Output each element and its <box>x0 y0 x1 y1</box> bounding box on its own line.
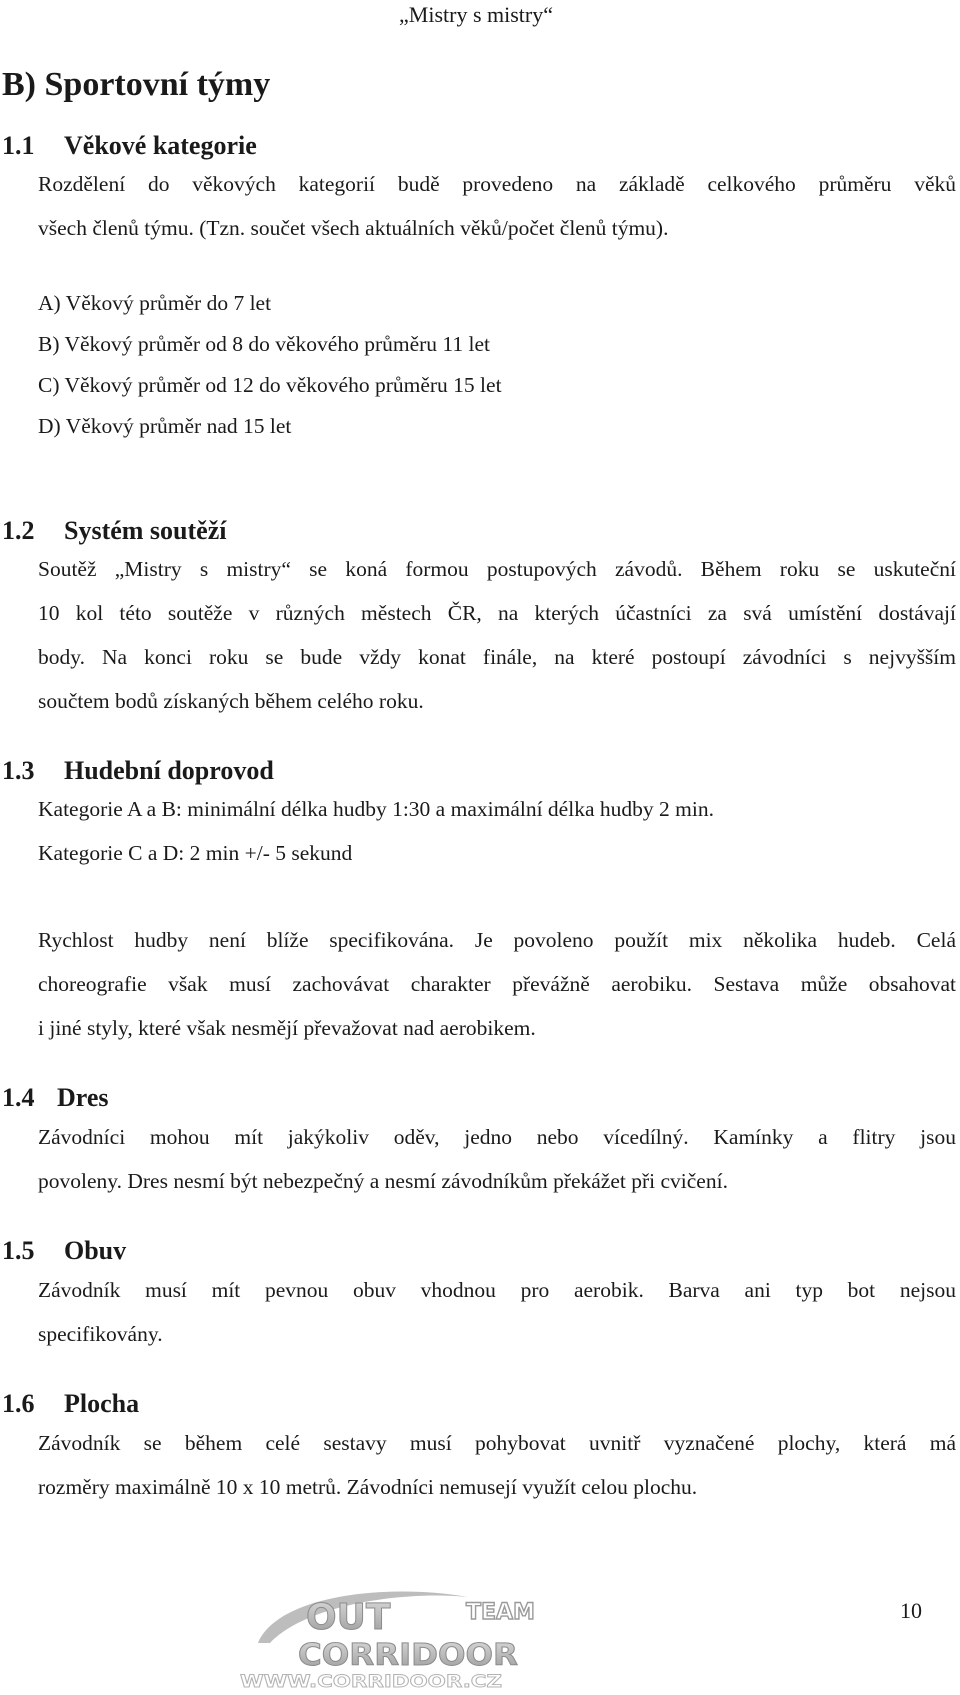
text-line: specifikovány. <box>38 1322 163 1346</box>
list-item: A) Věkový průměr do 7 let <box>38 291 272 315</box>
heading-number: 1.1 <box>2 131 35 160</box>
logo-team-text: TEAM <box>466 1600 535 1625</box>
list-item: D) Věkový průměr nad 15 let <box>38 414 292 438</box>
section-title: B) Sportovní týmy <box>2 66 271 103</box>
text-line: Rychlost hudby není blíže specifikována. Je povoleno použít mix několika hudeb. Celá <box>38 928 956 952</box>
age-category-list <box>38 281 502 448</box>
heading-text: Obuv <box>64 1236 127 1265</box>
text-line: 10 kol této soutěže v různých městech ČR, na kterých účastníci za svá umístění dostávají <box>38 601 956 625</box>
text-line: Kategorie C a D: 2 min +/- 5 sekund <box>38 841 353 865</box>
heading-1-5 <box>2 1236 126 1266</box>
heading-number: 1.3 <box>2 756 35 785</box>
paragraph-music-length <box>38 787 956 875</box>
heading-text: Dres <box>57 1083 109 1112</box>
text-line: Soutěž „Mistry s mistry“ se koná formou postupových závodů. Během roku se uskuteční <box>38 557 956 581</box>
heading-1-2 <box>2 516 226 546</box>
heading-number: 1.2 <box>2 516 35 545</box>
text-line: Kategorie A a B: minimální délka hudby 1:30 a maximální délka hudby 2 min. <box>38 797 714 821</box>
out-corridoor-team-logo <box>238 1585 558 1690</box>
logo-out-text: OUT <box>306 1597 391 1638</box>
logo-graphic <box>238 1585 558 1690</box>
text-line: Závodník se během celé sestavy musí pohybovat uvnitř vyznačené plochy, která má <box>38 1431 956 1455</box>
text-line: Závodníci mohou mít jakýkoliv oděv, jedno nebo vícedílný. Kamínky a flitry jsou <box>38 1125 956 1149</box>
text-line: všech členů týmu. (Tzn. součet všech aktuálních věků/počet členů týmu). <box>38 216 669 240</box>
paragraph-area <box>38 1421 956 1509</box>
paragraph-footwear <box>38 1268 956 1356</box>
text-line: Rozdělení do věkových kategorií budě provedeno na základě celkového průměru věků <box>38 172 956 196</box>
text-line: povoleny. Dres nesmí být nebezpečný a nesmí závodníkům překážet při cvičení. <box>38 1169 728 1193</box>
text-line: Závodník musí mít pevnou obuv vhodnou pro aerobik. Barva ani typ bot nejsou <box>38 1278 956 1302</box>
heading-number: 1.4 <box>2 1083 35 1112</box>
paragraph-music-tempo <box>38 918 956 1050</box>
text-line: rozměry maximálně 10 x 10 metrů. Závodníci nemusejí využít celou plochu. <box>38 1475 698 1499</box>
paragraph-competition-system <box>38 547 956 723</box>
text-line: body. Na konci roku se bude vždy konat finále, na které postoupí závodníci s nejvyšším <box>38 645 956 669</box>
logo-url-text: WWW.CORRIDOOR.CZ <box>240 1672 502 1690</box>
list-item: B) Věkový průměr od 8 do věkového průměru 11 let <box>38 332 491 356</box>
heading-1-3 <box>2 756 274 786</box>
heading-text: Hudební doprovod <box>64 756 274 785</box>
logo-corridoor-text: CORRIDOOR <box>298 1638 518 1673</box>
heading-text: Systém soutěží <box>64 516 227 545</box>
text-line: i jiné styly, které však nesmějí převažovat nad aerobikem. <box>38 1016 536 1040</box>
paragraph-outfit <box>38 1115 956 1203</box>
list-item: C) Věkový průměr od 12 do věkového průměru 15 let <box>38 373 502 397</box>
heading-1-1 <box>2 131 257 161</box>
heading-number: 1.5 <box>2 1236 35 1265</box>
running-header: „Mistry s mistry“ <box>399 2 553 27</box>
heading-text: Věkové kategorie <box>64 131 257 160</box>
heading-1-6 <box>2 1389 139 1419</box>
text-line: choreografie však musí zachovávat charakter převážně aerobiku. Sestava může obsahovat <box>38 972 956 996</box>
heading-number: 1.6 <box>2 1389 35 1418</box>
heading-1-4 <box>2 1083 109 1113</box>
paragraph-age-categories <box>38 162 956 250</box>
page-number: 10 <box>900 1598 922 1623</box>
heading-text: Plocha <box>64 1389 140 1418</box>
text-line: součtem bodů získaných během celého roku. <box>38 689 424 713</box>
